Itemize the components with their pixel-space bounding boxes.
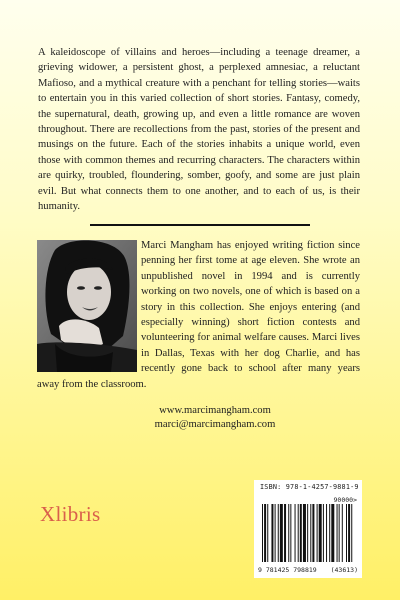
author-bio-text: Marci Mangham has enjoyed writing fiction since penning her first tome at age eleven. She wrote an unpublished novel in 1994 and is currently working on two novels, one of which is based on a story in this collection. She enjoys entering (and especially winning) short fiction contests and volunteering for animal welfare causes. Marci lives in Dallas, Texas with her dog Charlie, and has recently gone back to school after many years away from the classroom.: [37, 240, 360, 390]
ean-digits: 9 781425 798819: [258, 566, 317, 574]
divider-rule: [90, 224, 310, 226]
book-description: A kaleidoscope of villains and heroes—including a teenage dreamer, a grieving widower, a persistent ghost, a perplexed amnesiac, a reluctant Mafioso, and a mythical creature with a penchant for telling stories—waits to entertain you in this varied collection of short stories. Fantasy, comedy, the supernatural, death, growing up, and even a little romance are woven throughout. There are recollections from the past, stories of the present and musings on the future. Each of the stories inhabits a unique world, even those with common themes and recurring characters. The characters within are quirky, troubled, floundering, somber, goofy, and some are just plain evil. But what connects them to one another, and to each of us, is their humanity.: [38, 47, 360, 213]
author-bio: [37, 238, 360, 392]
email-link[interactable]: marci@marcimangham.com: [154, 419, 276, 430]
sub-code: (43613): [330, 566, 358, 574]
website-link[interactable]: www.marcimangham.com: [159, 405, 271, 416]
isbn-barcode: [254, 480, 362, 578]
barcode-bars: [260, 504, 356, 564]
contact-info: [120, 404, 310, 432]
isbn-label: ISBN: 978-1-4257-9881-9: [260, 483, 359, 491]
price-code: 90000>: [333, 496, 357, 504]
publisher-logo: Xlibris: [40, 502, 101, 526]
photo-space: [37, 238, 141, 370]
